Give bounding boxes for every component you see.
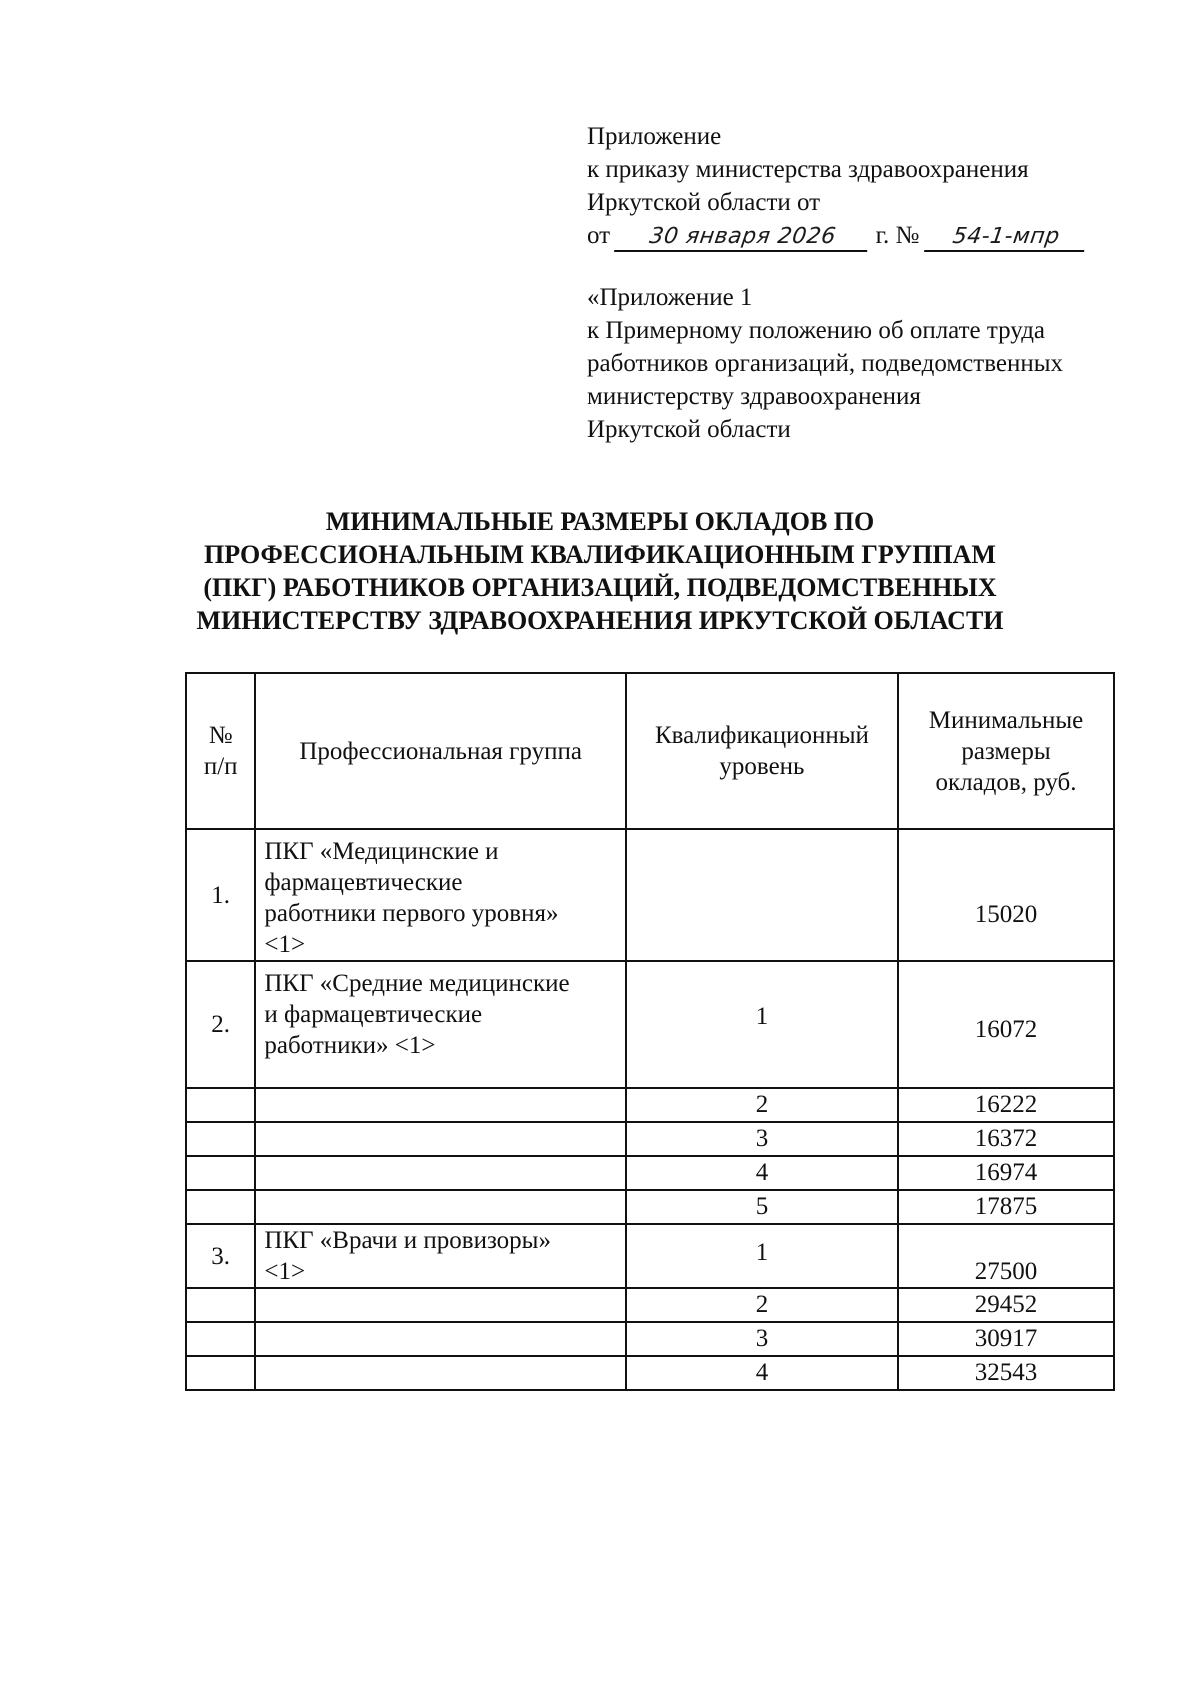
cell-salary: 30917 — [898, 1322, 1114, 1356]
cell-num: 2. — [186, 961, 255, 1088]
annex1-line4: Иркутской области — [587, 416, 791, 443]
title-line3: (ПКГ) РАБОТНИКОВ ОРГАНИЗАЦИЙ, ПОДВЕДОМСТВЕННЫХ — [203, 573, 997, 602]
cell-group — [255, 829, 626, 961]
table-header-row — [186, 673, 1114, 829]
cell-group-line: работники первого уровня» — [264, 900, 559, 927]
title-line1: МИНИМАЛЬНЫЕ РАЗМЕРЫ ОКЛАДОВ ПО — [325, 507, 875, 536]
title-line4: МИНИСТЕРСТВУ ЗДРАВООХРАНЕНИЯ ИРКУТСКОЙ ОБЛАСТИ — [196, 606, 1004, 635]
cell-group-line: и фармацевтические — [264, 1001, 483, 1028]
cell-group — [255, 1156, 626, 1190]
header-salary-line1: Минимальные — [928, 706, 1084, 734]
cell-salary: 27500 — [898, 1224, 1114, 1288]
cell-num: 3. — [186, 1224, 255, 1288]
header-level — [626, 673, 898, 829]
order-year-suffix: г. № — [875, 222, 920, 249]
cell-level: 4 — [626, 1156, 898, 1190]
cell-salary: 29452 — [898, 1288, 1114, 1322]
header-level-line2: уровень — [719, 753, 805, 780]
cell-group-line: ПКГ «Средние медицинские — [264, 970, 570, 997]
header-salary — [898, 673, 1114, 829]
cell-level: 2 — [626, 1088, 898, 1122]
cell-num — [186, 1088, 255, 1122]
cell-group — [255, 1322, 626, 1356]
cell-num — [186, 1356, 255, 1390]
header-salary-line2: размеры — [961, 737, 1051, 765]
cell-group — [255, 1224, 626, 1288]
cell-group-line: фармацевтические — [264, 869, 463, 896]
table-row — [186, 1224, 1114, 1288]
annex1-title: «Приложение 1 — [587, 284, 753, 311]
cell-group-line: работники» <1> — [264, 1032, 436, 1059]
table-row — [186, 1122, 1114, 1156]
cell-group — [255, 1088, 626, 1122]
table-row — [186, 1156, 1114, 1190]
annex-order-line1: к приказу министерства здравоохранения — [587, 156, 1029, 183]
annex-title: Приложение — [587, 123, 722, 150]
annex1-line3: министерству здравоохранения — [587, 383, 921, 410]
cell-num — [186, 1122, 255, 1156]
table-row — [186, 1190, 1114, 1224]
handwritten-date: 30 января 2026 — [614, 224, 871, 252]
cell-group — [255, 1122, 626, 1156]
annex1-line2: работников организаций, подведомственных — [587, 350, 1064, 377]
header-group: Профессиональная группа — [255, 673, 626, 829]
cell-num — [186, 1190, 255, 1224]
cell-group — [255, 961, 626, 1088]
cell-salary: 16222 — [898, 1088, 1114, 1122]
table-row — [186, 1322, 1114, 1356]
cell-level: 2 — [626, 1288, 898, 1322]
header-salary-line3: окладов, руб. — [935, 768, 1077, 796]
cell-level: 3 — [626, 1122, 898, 1156]
annex1-header — [587, 281, 1129, 446]
cell-level: 4 — [626, 1356, 898, 1390]
header-level-line1: Квалификационный — [654, 722, 869, 749]
annex-oblast: области — [707, 189, 791, 216]
cell-group-line: <1> — [264, 931, 306, 958]
salary-table — [185, 672, 1115, 1391]
header-num-line2: п/п — [203, 753, 238, 780]
annex-header — [587, 120, 1129, 446]
annex-order-line2 — [587, 186, 1129, 219]
order-from-prefix: от — [587, 222, 611, 249]
cell-level: 1 — [626, 961, 898, 1088]
table-row — [186, 961, 1114, 1088]
title-line2: ПРОФЕССИОНАЛЬНЫМ КВАЛИФИКАЦИОННЫМ ГРУППАМ — [204, 540, 996, 569]
table-row — [186, 1356, 1114, 1390]
annex1-line1: к Примерному положению об оплате труда — [587, 317, 1046, 344]
cell-salary: 17875 — [898, 1190, 1114, 1224]
cell-group — [255, 1356, 626, 1390]
cell-level: 5 — [626, 1190, 898, 1224]
header-num — [186, 673, 255, 829]
cell-num — [186, 1288, 255, 1322]
order-date-number — [587, 219, 1129, 252]
table-row — [186, 829, 1114, 961]
cell-level: 3 — [626, 1322, 898, 1356]
cell-salary: 15020 — [898, 829, 1114, 961]
handwritten-order-number: 54-1-мпр — [924, 224, 1088, 252]
cell-num: 1. — [186, 829, 255, 961]
cell-salary: 16974 — [898, 1156, 1114, 1190]
cell-group — [255, 1288, 626, 1322]
cell-group-line: ПКГ «Врачи и провизоры» — [264, 1227, 551, 1254]
cell-salary: 32543 — [898, 1356, 1114, 1390]
header-num-line1: № — [208, 722, 233, 749]
cell-num — [186, 1322, 255, 1356]
cell-group-line: <1> — [264, 1258, 306, 1285]
cell-salary: 16072 — [898, 961, 1114, 1088]
cell-level: 1 — [626, 1224, 898, 1288]
table-row — [186, 1088, 1114, 1122]
cell-num — [186, 1156, 255, 1190]
annex-region: Иркутской — [587, 189, 701, 216]
cell-level — [626, 829, 898, 961]
table-row — [186, 1288, 1114, 1322]
annex-from: от — [797, 189, 821, 216]
cell-salary: 16372 — [898, 1122, 1114, 1156]
cell-group — [255, 1190, 626, 1224]
cell-group-line: ПКГ «Медицинские и — [264, 838, 499, 865]
document-title — [180, 505, 1020, 637]
